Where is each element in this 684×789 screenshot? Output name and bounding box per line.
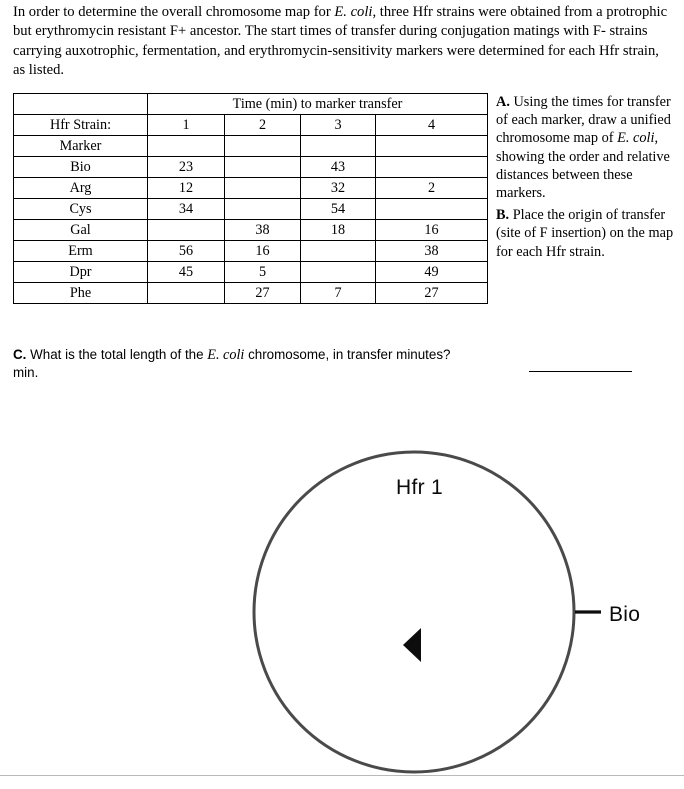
strain-number-1: 1 [148,115,225,136]
question-a-text-2: , showing the order and relative distances between these markers. [496,130,670,202]
marker-name: Arg [14,178,148,199]
cell-value: 38 [376,241,488,262]
intro-text-part1: In order to determine the overall chromosome map for [13,4,335,20]
bio-label: Bio [609,603,641,626]
cell-value: 32 [301,178,376,199]
strain-number-2: 2 [225,115,301,136]
cell-value [148,283,225,304]
question-c-letter: C. [13,347,27,362]
marker-name: Bio [14,157,148,178]
cell-value: 5 [225,262,301,283]
cell-value: 43 [301,157,376,178]
hfr1-label: Hfr 1 [396,476,444,499]
chromosome-circle [254,452,574,772]
cell-value [225,178,301,199]
table-row [14,178,488,199]
marker-name: Gal [14,220,148,241]
cell-value [225,157,301,178]
question-b-letter: B. [496,207,510,224]
intro-text-part2: , three Hfr strains were obtained from a protrophic but erythromycin resistant F+ ancestor. The start times of transfer during conjugation matings with F- strains carrying auxotrophic, fermentation, and erythromycin-sensitivity markers were determined for each Hfr strain, as listed. [13,4,668,78]
cell-value: 49 [376,262,488,283]
cell-value: 18 [301,220,376,241]
cell-value [301,262,376,283]
bottom-divider [0,775,684,776]
strain-number-4: 4 [376,115,488,136]
cell-value: 2 [376,178,488,199]
marker-name: Dpr [14,262,148,283]
cell-value [376,199,488,220]
table-strain-row [14,115,488,136]
table-row [14,241,488,262]
empty-cell [301,136,376,157]
cell-value [148,220,225,241]
empty-cell [376,136,488,157]
question-a-text-1: Using the times for transfer of each marker, draw a unified chromosome map of [496,94,671,147]
cell-value: 7 [301,283,376,304]
marker-name: Phe [14,283,148,304]
empty-cell [148,136,225,157]
question-a [496,93,676,202]
cell-value: 34 [148,199,225,220]
question-c-units: min. [13,365,39,380]
strain-number-3: 3 [301,115,376,136]
question-a-italic-ecoli: E. coli [617,130,655,147]
cell-value: 54 [301,199,376,220]
cell-value: 38 [225,220,301,241]
table-spanning-header: Time (min) to marker transfer [148,94,488,115]
cell-value: 16 [225,241,301,262]
empty-cell [225,136,301,157]
question-c-italic-ecoli: E. coli [207,347,245,363]
cell-value: 45 [148,262,225,283]
marker-transfer-table [13,93,488,304]
cell-value [225,199,301,220]
questions-sidebar [496,93,676,265]
answer-blank-line[interactable] [529,359,632,372]
intro-italic-ecoli: E. coli [334,4,373,20]
cell-value [376,157,488,178]
table-row [14,199,488,220]
question-b-text: Place the origin of transfer (site of F insertion) on the map for each Hfr strain. [496,207,674,260]
cell-value: 27 [376,283,488,304]
cell-value: 12 [148,178,225,199]
hfr-strain-label: Hfr Strain: [14,115,148,136]
chromosome-map-diagram [0,400,684,789]
question-b [496,206,676,261]
table-row [14,283,488,304]
table-row [14,220,488,241]
cell-value: 27 [225,283,301,304]
question-c-text-1: What is the total length of the [26,347,208,362]
table-marker-label-row [14,136,488,157]
table-row [14,157,488,178]
marker-name: Cys [14,199,148,220]
intro-paragraph [13,3,673,80]
table-row [14,262,488,283]
origin-of-transfer-arrow-icon [403,628,421,662]
marker-name: Erm [14,241,148,262]
cell-value: 56 [148,241,225,262]
table-corner-cell [14,94,148,115]
cell-value [301,241,376,262]
question-c-text-2: chromosome, in transfer minutes? [244,347,451,362]
cell-value: 23 [148,157,225,178]
cell-value: 16 [376,220,488,241]
table-header-row-span [14,94,488,115]
question-a-letter: A. [496,94,510,110]
marker-column-label: Marker [14,136,148,157]
